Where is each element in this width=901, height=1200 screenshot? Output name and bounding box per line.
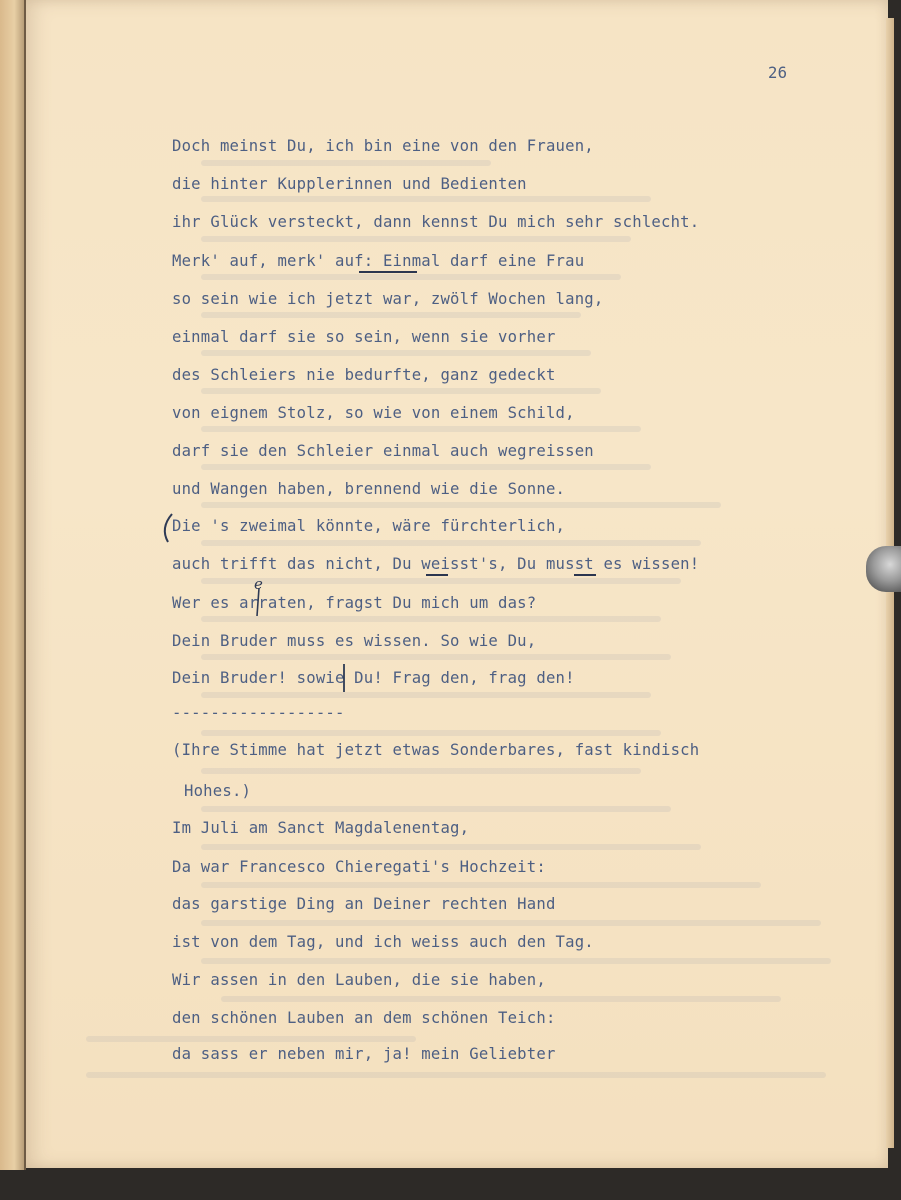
handwritten-correction-e: e	[254, 575, 263, 593]
stage-direction: (Ihre Stimme hat jetzt etwas Sonderbares, fast kindisch	[172, 741, 700, 759]
text-line: auch trifft das nicht, Du weisst's, Du musst es wissen!	[172, 555, 700, 573]
text-line: Doch meinst Du, ich bin eine von den Frauen,	[172, 137, 594, 155]
text-line: die hinter Kupplerinnen und Bedienten	[172, 175, 527, 193]
divider-line: ------------------	[172, 704, 345, 722]
text-line: da sass er neben mir, ja! mein Geliebter	[172, 1045, 556, 1063]
underline-einmal	[359, 271, 417, 273]
text-line: und Wangen haben, brennend wie die Sonne.	[172, 480, 566, 498]
underline-du-first	[426, 574, 448, 576]
text-line: den schönen Lauben an dem schönen Teich:	[172, 1009, 556, 1027]
text-line: das garstige Ding an Deiner rechten Hand	[172, 895, 556, 913]
text-line: Wer es arraten, fragst Du mich um das?	[172, 594, 537, 612]
text-line: Die 's zweimal könnte, wäre fürchterlich,	[172, 517, 566, 535]
text-line: ist von dem Tag, und ich weiss auch den Tag.	[172, 933, 594, 951]
text-line: so sein wie ich jetzt war, zwölf Wochen lang,	[172, 290, 604, 308]
text-line: von eignem Stolz, so wie von einem Schild,	[172, 404, 575, 422]
text-line: des Schleiers nie bedurfte, ganz gedeckt	[172, 366, 556, 384]
text-line: darf sie den Schleier einmal auch wegreissen	[172, 442, 594, 460]
typescript-page	[26, 0, 888, 1168]
facing-page-edge	[0, 0, 26, 1170]
text-line: Merk' auf, merk' auf: Einmal darf eine Frau	[172, 252, 585, 270]
text-line: Da war Francesco Chieregati's Hochzeit:	[172, 858, 546, 876]
text-line: ihr Glück versteckt, dann kennst Du mich sehr schlecht.	[172, 213, 700, 231]
binder-clip	[866, 546, 901, 592]
text-line: einmal darf sie so sein, wenn sie vorher	[172, 328, 556, 346]
underline-du-second	[574, 574, 596, 576]
text-line: Dein Bruder muss es wissen. So wie Du,	[172, 632, 537, 650]
text-line: Dein Bruder! sowie Du! Frag den, frag den!	[172, 669, 575, 687]
page-number: 26	[768, 64, 788, 82]
text-line: Im Juli am Sanct Magdalenentag,	[172, 819, 470, 837]
text-line: Wir assen in den Lauben, die sie haben,	[172, 971, 546, 989]
stage-direction: Hohes.)	[184, 782, 252, 800]
